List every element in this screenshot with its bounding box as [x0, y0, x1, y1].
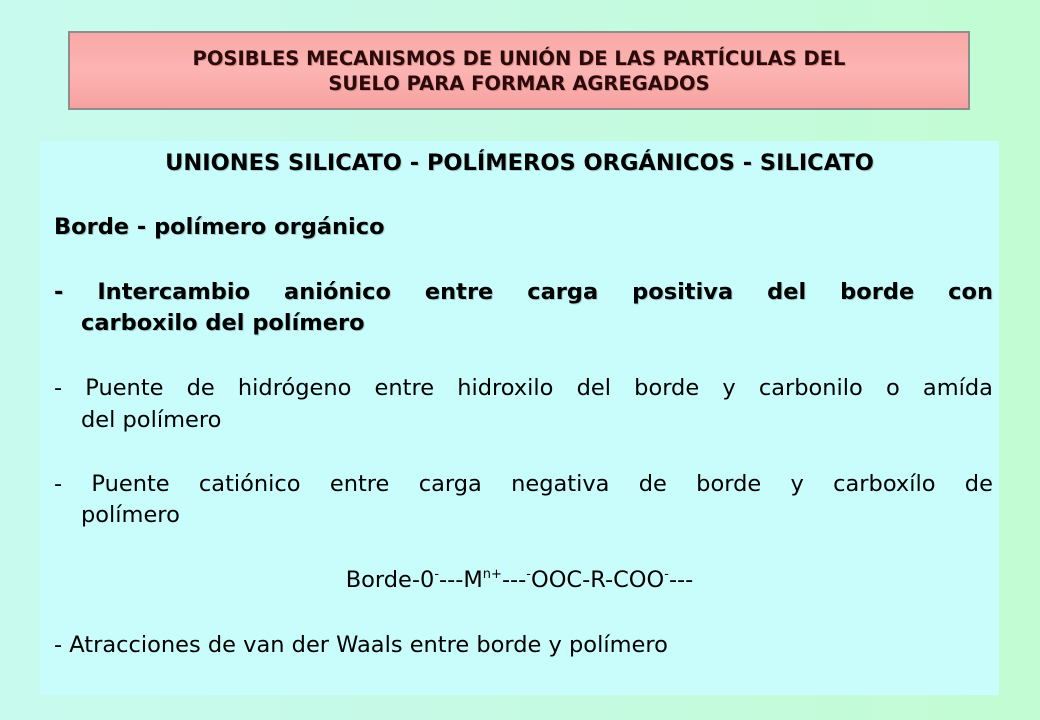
word: de: [186, 375, 215, 401]
word: del: [767, 279, 807, 305]
word: aniónico: [284, 279, 391, 305]
word: de: [964, 471, 993, 497]
formula-part-3: ---: [501, 567, 527, 593]
title-line-1: POSIBLES MECANISMOS DE UNIÓN DE LAS PARTÍCULAS DEL: [192, 46, 846, 70]
word: con: [948, 279, 993, 305]
word: entre: [329, 471, 390, 497]
word: positiva: [632, 279, 734, 305]
word: hidrógeno: [237, 375, 352, 401]
word: amída: [922, 375, 993, 401]
formula-sup-1: -: [434, 567, 440, 582]
item-2-line-2: del polímero: [81, 407, 222, 433]
formula-part-1: Borde-0: [345, 567, 435, 593]
word: hidroxilo: [457, 375, 554, 401]
item-1-line-2: carboxilo del polímero: [81, 310, 365, 336]
word: entre: [374, 375, 435, 401]
item-1-line-1: [54, 277, 993, 308]
word: -: [54, 279, 64, 305]
word: borde: [840, 279, 915, 305]
word: -: [54, 471, 63, 497]
item-2-line-1: [54, 373, 993, 404]
word: Puente: [85, 375, 164, 401]
formula-sup-4: -: [664, 567, 669, 582]
word: y: [790, 471, 804, 497]
word: Intercambio: [97, 279, 251, 305]
word: borde: [634, 375, 700, 401]
section-subtitle: Borde - polímero orgánico: [54, 214, 385, 240]
word: -: [54, 375, 63, 401]
word: del: [576, 375, 611, 401]
formula-part-5: ---: [668, 567, 694, 593]
word: de: [638, 471, 667, 497]
item-4: - Atracciones de van der Waals entre borde y polímero: [54, 632, 668, 658]
formula: [40, 565, 999, 596]
word: o: [885, 375, 900, 401]
formula-sup-2: n+: [482, 567, 502, 582]
word: catiónico: [198, 471, 301, 497]
word: y: [722, 375, 736, 401]
word: entre: [424, 279, 494, 305]
item-3-line-2: polímero: [81, 502, 180, 528]
formula-part-4: OOC-R-COO: [531, 567, 665, 593]
word: negativa: [511, 471, 610, 497]
word: Puente: [91, 471, 170, 497]
formula-part-2: ---M: [439, 567, 483, 593]
word: carboxílo: [833, 471, 936, 497]
word: carga: [418, 471, 482, 497]
word: carbonilo: [758, 375, 863, 401]
title-box: [68, 31, 970, 110]
item-3-line-1: [54, 469, 993, 500]
formula-sup-3: -: [526, 567, 531, 582]
word: carga: [527, 279, 599, 305]
word: borde: [696, 471, 762, 497]
title-line-2: SUELO PARA FORMAR AGREGADOS: [328, 71, 710, 95]
section-title: UNIONES SILICATO - POLÍMEROS ORGÁNICOS - SILICATO: [165, 150, 874, 176]
